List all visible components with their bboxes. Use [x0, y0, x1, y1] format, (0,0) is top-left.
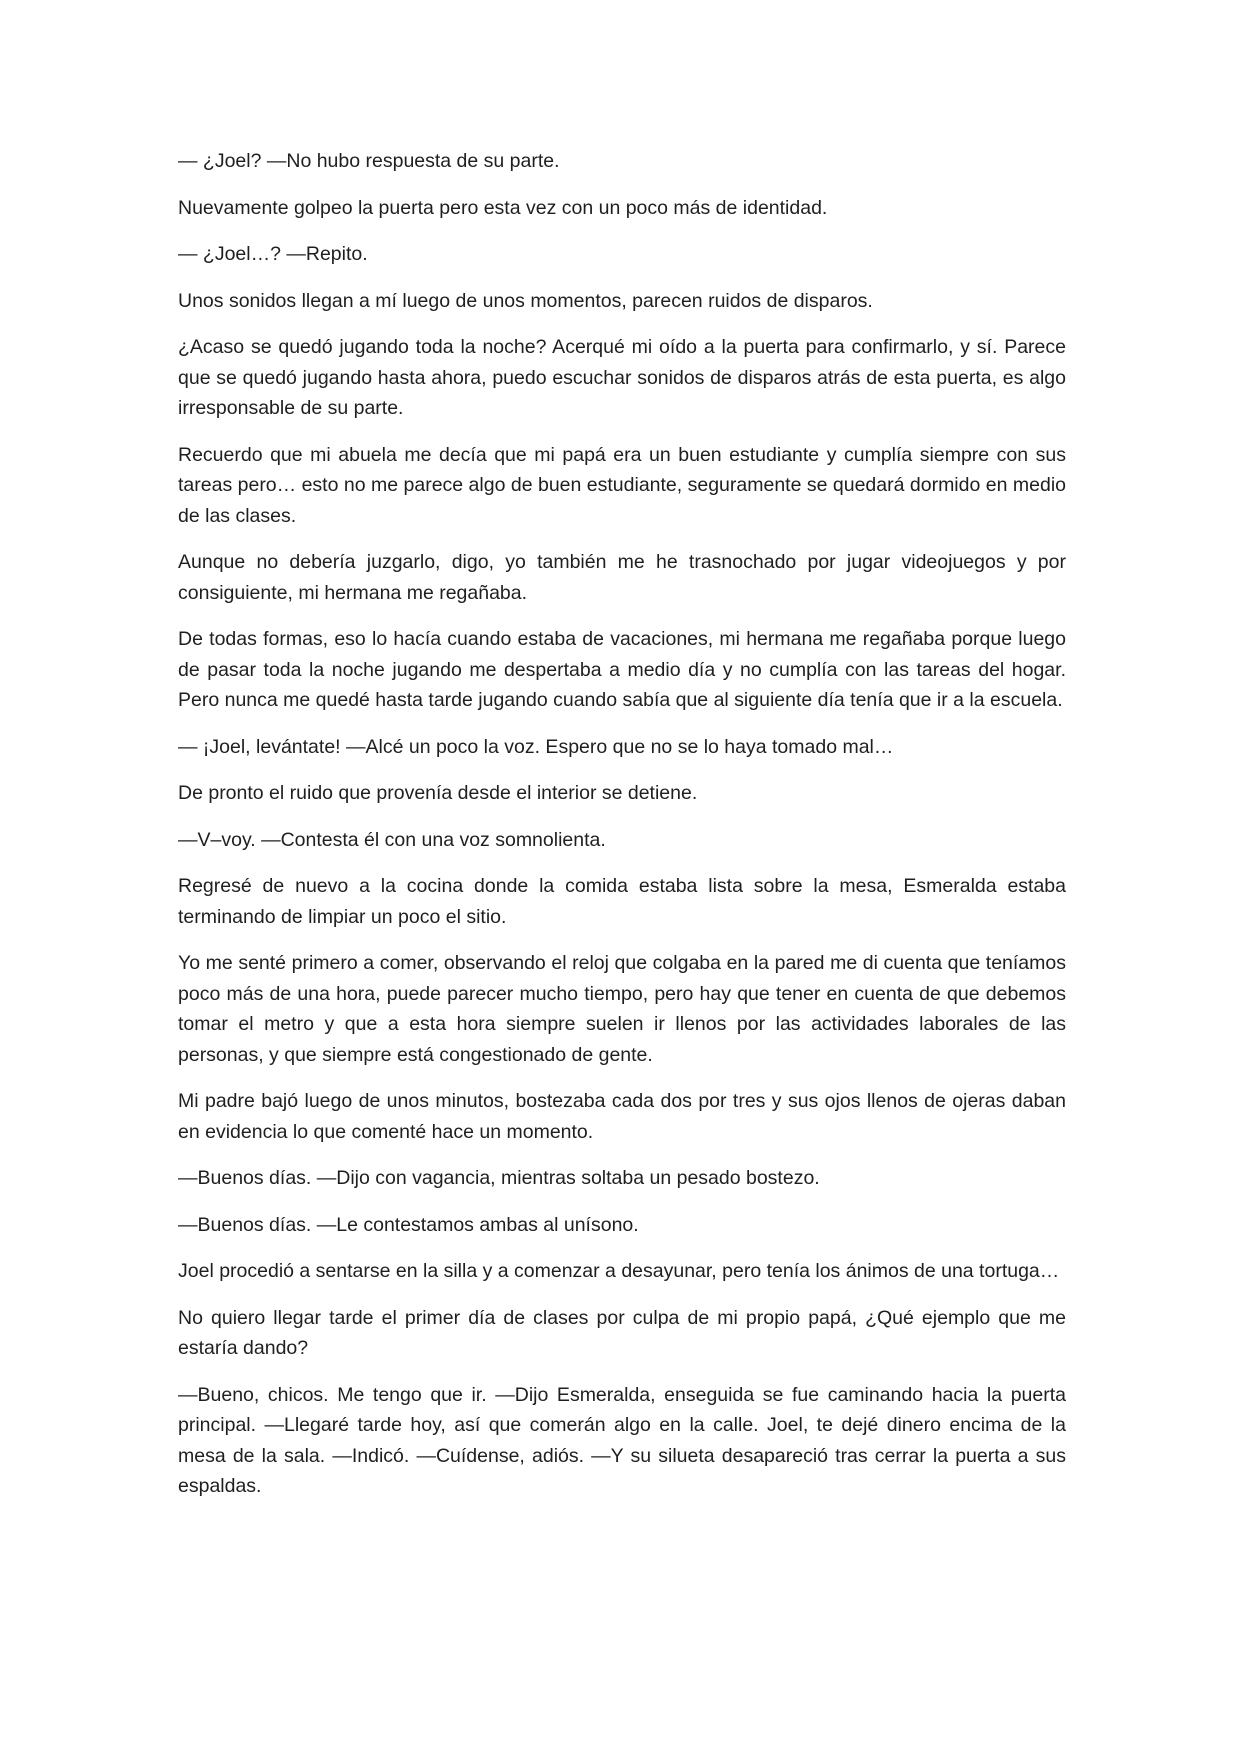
paragraph: Regresé de nuevo a la cocina donde la comida estaba lista sobre la mesa, Esmeralda estaba terminando de limpiar un poco el sitio.: [178, 875, 1066, 928]
paragraph: Unos sonidos llegan a mí luego de unos momentos, parecen ruidos de disparos.: [178, 289, 873, 312]
paragraph: Recuerdo que mi abuela me decía que mi papá era un buen estudiante y cumplía siempre con sus tareas pero… esto no me parece algo de buen estudiante, seguramente se quedará dormido en medio de las clases.: [178, 443, 1066, 527]
paragraph: Aunque no debería juzgarlo, digo, yo también me he trasnochado por jugar videojuegos y por consiguiente, mi hermana me regañaba.: [178, 551, 1066, 604]
paragraph: De pronto el ruido que provenía desde el interior se detiene.: [178, 782, 698, 804]
paragraph: —Buenos días. —Le contestamos ambas al unísono.: [178, 1213, 639, 1236]
paragraph: De todas formas, eso lo hacía cuando estaba de vacaciones, mi hermana me regañaba porque luego de pasar toda la noche jugando me despertaba a medio día y no cumplía con las tareas del hogar. Pero nunca me quedé hasta tarde jugando cuando sabía que al siguiente día tenía que ir a la escuela.: [178, 628, 1066, 711]
paragraph: — ¡Joel, levántate! —Alcé un poco la voz. Espero que no se lo haya tomado mal…: [178, 735, 894, 758]
paragraph: —Buenos días. —Dijo con vagancia, mientras soltaba un pesado bostezo.: [178, 1167, 820, 1189]
paragraph: Joel procedió a sentarse en la silla y a comenzar a desayunar, pero tenía los ánimos de una tortuga…: [178, 1260, 1060, 1282]
document-body: [178, 146, 1066, 1518]
paragraph: ¿Acaso se quedó jugando toda la noche? Acerqué mi oído a la puerta para confirmarlo, y sí. Parece que se quedó jugando hasta ahora, puedo escuchar sonidos de disparos atrás de esta puerta, es algo irresponsable de su parte.: [178, 336, 1066, 419]
paragraph: Nuevamente golpeo la puerta pero esta vez con un poco más de identidad.: [178, 196, 828, 219]
paragraph: —Bueno, chicos. Me tengo que ir. —Dijo Esmeralda, enseguida se fue caminando hacia la puerta principal. —Llegaré tarde hoy, así que comerán algo en la calle. Joel, te dejé dinero encima de la mesa de la sala. —Indicó. —Cuídense, adiós. —Y su silueta desapareció tras cerrar la puerta a sus espaldas.: [178, 1383, 1066, 1497]
paragraph: Yo me senté primero a comer, observando el reloj que colgaba en la pared me di cuenta que teníamos poco más de una hora, puede parecer mucho tiempo, pero hay que tener en cuenta de que debemos tomar el metro y que a esta hora siempre suelen ir llenos por las actividades laborales de las personas, y que siempre está congestionado de gente.: [178, 952, 1066, 1066]
paragraph: — ¿Joel…? —Repito.: [178, 243, 368, 265]
paragraph: No quiero llegar tarde el primer día de clases por culpa de mi propio papá, ¿Qué ejemplo que me estaría dando?: [178, 1306, 1066, 1359]
paragraph: — ¿Joel? —No hubo respuesta de su parte.: [178, 150, 560, 172]
paragraph: —V–voy. —Contesta él con una voz somnolienta.: [178, 828, 606, 851]
paragraph: Mi padre bajó luego de unos minutos, bostezaba cada dos por tres y sus ojos llenos de ojeras daban en evidencia lo que comenté hace un momento.: [178, 1090, 1066, 1143]
